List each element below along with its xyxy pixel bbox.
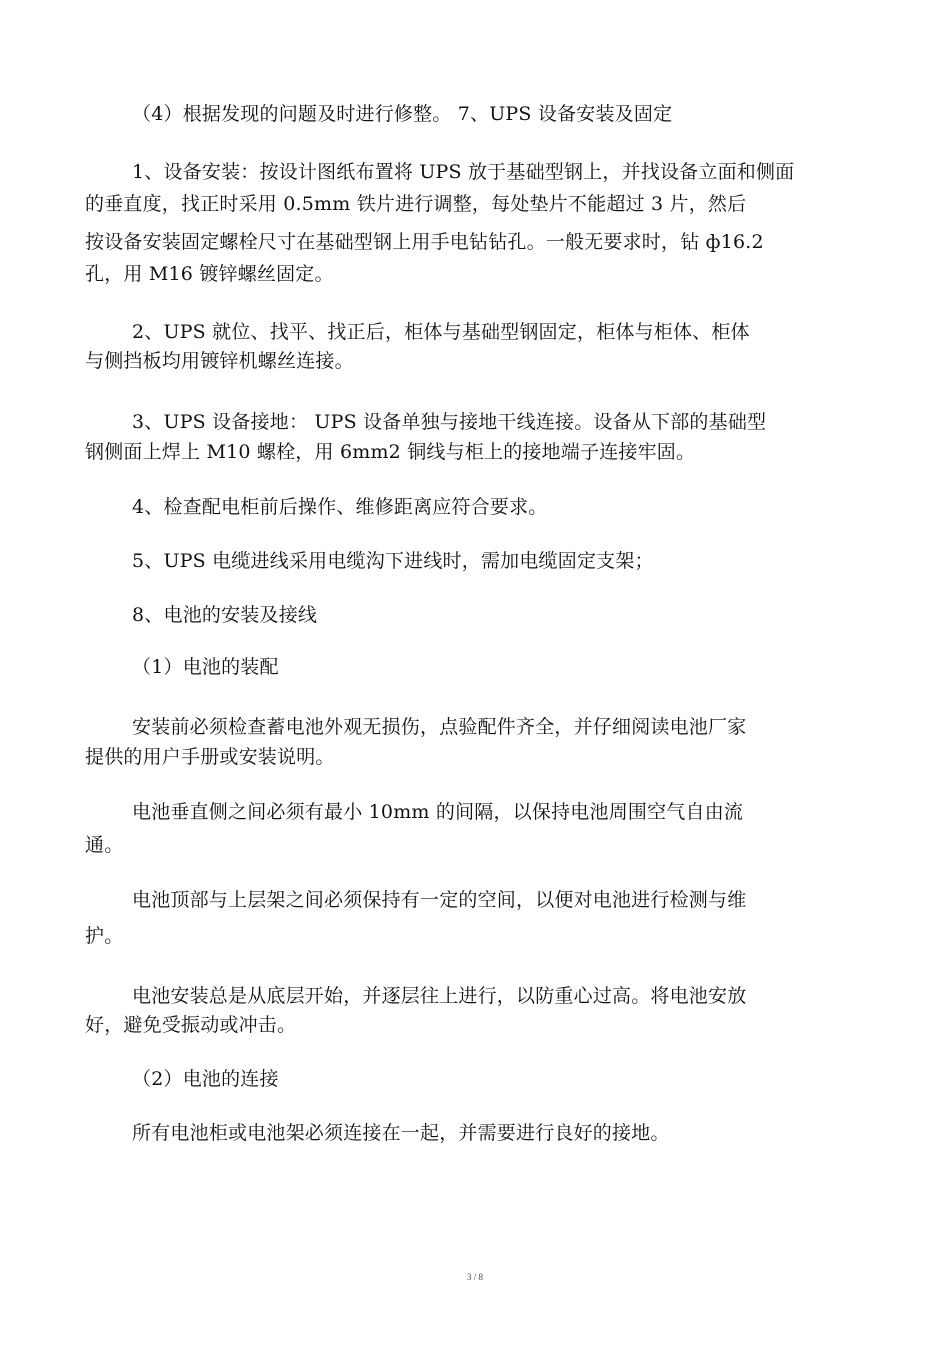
- text-line: 按设备安装固定螺栓尺寸在基础型钢上用手电钻钻孔。一般无要求时，钻 ф16.2: [85, 231, 764, 253]
- text-line: 安装前必须检查蓄电池外观无损伤，点验配件齐全，并仔细阅读电池厂家: [132, 716, 747, 738]
- page-number: 3 / 8: [466, 1272, 483, 1282]
- text-line: 孔，用 M16 镀锌螺丝固定。: [85, 263, 334, 285]
- text-line: 5、UPS 电缆进线采用电缆沟下进线时，需加电缆固定支架；: [132, 550, 654, 572]
- text-line: （4）根据发现的问题及时进行修整。 7、UPS 设备安装及固定: [132, 103, 673, 125]
- text-line: 钢侧面上焊上 M10 螺栓，用 6mm2 铜线与柜上的接地端子连接牢固。: [85, 441, 696, 463]
- text-line: 的垂直度，找正时采用 0.5mm 铁片进行调整，每处垫片不能超过 3 片，然后: [85, 193, 747, 215]
- text-line: 通。: [85, 834, 124, 856]
- text-line: 所有电池柜或电池架必须连接在一起，并需要进行良好的接地。: [132, 1122, 670, 1144]
- text-line: 电池垂直侧之间必须有最小 10mm 的间隔，以保持电池周围空气自由流: [132, 801, 744, 823]
- text-line: 电池顶部与上层架之间必须保持有一定的空间，以便对电池进行检测与维: [132, 889, 747, 911]
- text-line: 提供的用户手册或安装说明。: [85, 746, 335, 768]
- text-line: 电池安装总是从底层开始，并逐层往上进行，以防重心过高。将电池安放: [132, 985, 747, 1007]
- subsection-heading: （2）电池的连接: [132, 1068, 279, 1090]
- text-line: 与侧挡板均用镀锌机螺丝连接。: [85, 350, 354, 372]
- text-line: 1、设备安装：按设计图纸布置将 UPS 放于基础型钢上，并找设备立面和侧面: [132, 161, 795, 183]
- subsection-heading: （1）电池的装配: [132, 656, 279, 678]
- section-heading: 8、电池的安装及接线: [132, 604, 318, 626]
- text-line: 护。: [85, 925, 124, 947]
- text-line: 4、检查配电柜前后操作、维修距离应符合要求。: [132, 496, 548, 518]
- text-line: 好，避免受振动或冲击。: [85, 1014, 297, 1036]
- text-line: 3、UPS 设备接地： UPS 设备单独与接地干线连接。设备从下部的基础型: [132, 411, 767, 433]
- text-line: 2、UPS 就位、找平、找正后，柜体与基础型钢固定，柜体与柜体、柜体: [132, 321, 750, 343]
